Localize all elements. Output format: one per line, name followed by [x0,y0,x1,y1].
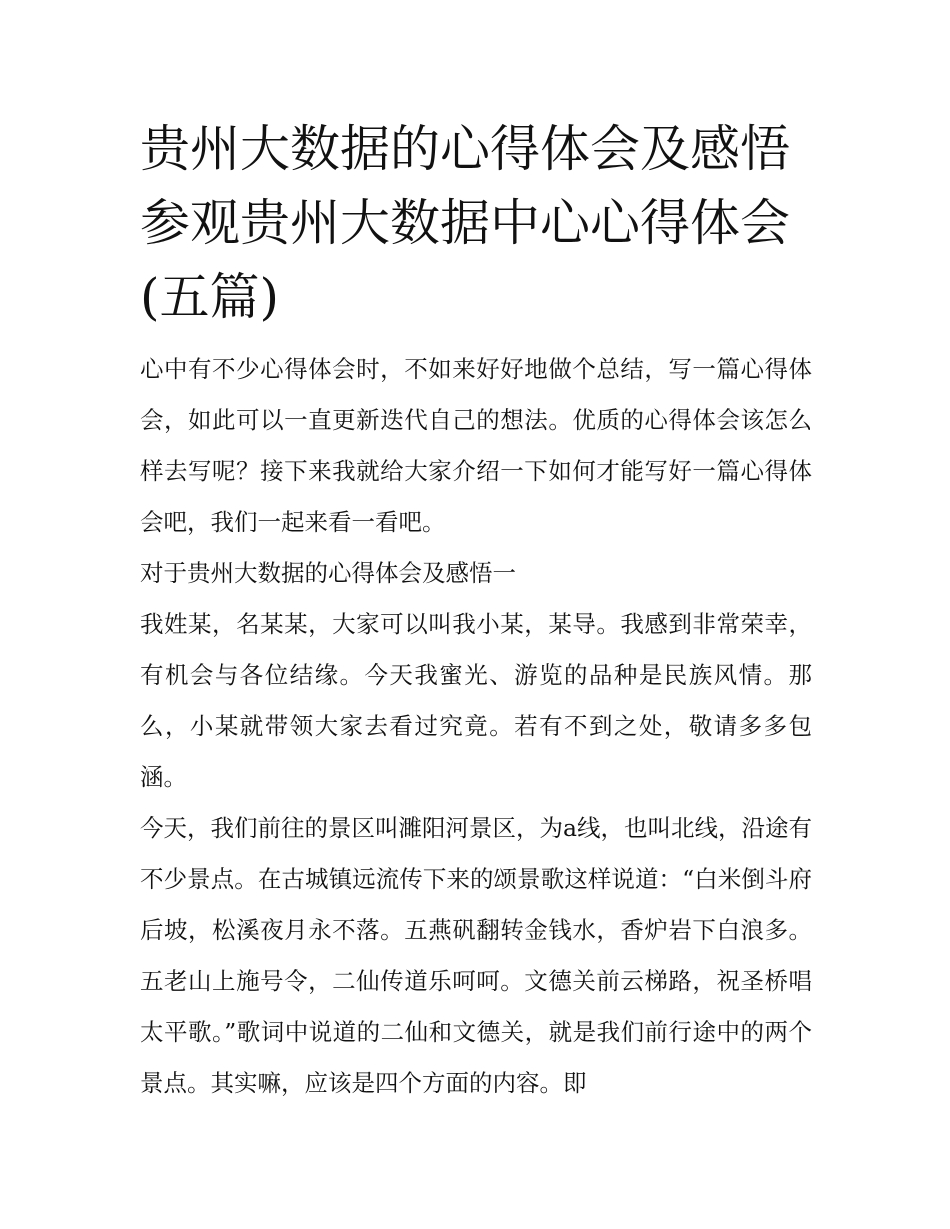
section-heading: 对于贵州大数据的心得体会及感悟一 [140,559,516,587]
document-page [140,112,812,1109]
paragraph-intro: 心中有不少心得体会时，不如来好好地做个总结，写一篇心得体会，如此可以一直更新迭代自己的想法。优质的心得体会该怎么样去写呢？接下来我就给大家介绍一下如何才能写好一篇心得体会吧，我们一起来看一看吧。 [140,355,812,536]
document-title: 贵州大数据的心得体会及感悟参观贵州大数据中心心得体会(五篇) [140,120,790,326]
paragraph-scenic-area: 今天，我们前往的景区叫濉阳河景区，为a线，也叫北线，沿途有不少景点。在古城镇远流传下来的颂景歌这样说道：“白米倒斗府后坡，松溪夜月永不落。五燕矾翻转金钱水，香炉岩下白浪多。五老山上施号令，二仙传道乐呵呵。文德关前云梯路，祝圣桥唱太平歌。”歌词中说道的二仙和文德关，就是我们前行途中的两个景点。其实嘛，应该是四个方面的内容。即 [140,814,813,1097]
paragraph-greeting: 我姓某，名某某，大家可以叫我小某，某导。我感到非常荣幸，有机会与各位结缘。今天我蜜光、游览的品种是民族风情。那么，小某就带领大家去看过究竟。若有不到之处，敬请多多包涵。 [140,610,812,791]
document-body [140,344,812,1109]
